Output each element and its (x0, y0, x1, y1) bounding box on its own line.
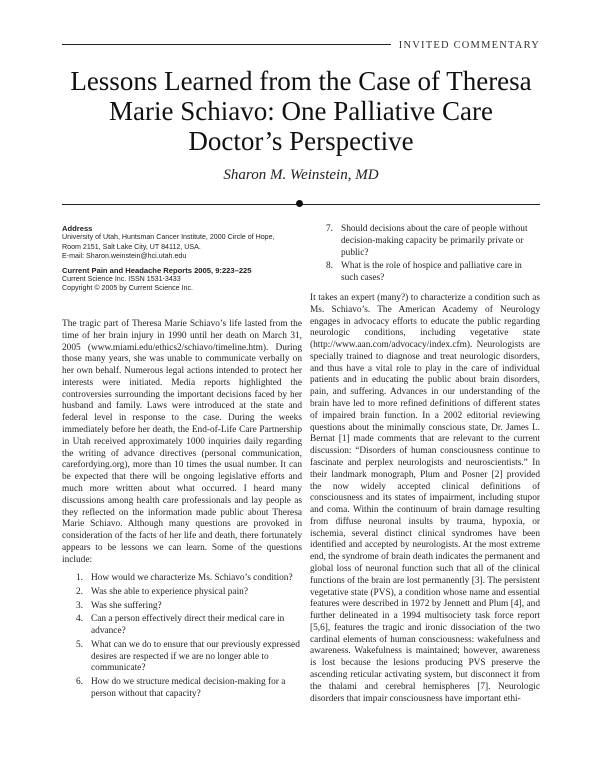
list-item: 1. How would we characterize Ms. Schiavo’s condition? (76, 573, 293, 583)
list-item: 2. Was she able to experience physical pain? (76, 586, 248, 597)
section-kicker: INVITED COMMENTARY (391, 40, 540, 51)
copyright-line: Copyright © 2005 by Current Science Inc. (62, 284, 194, 293)
email-line: E-mail: Sharon.weinstein@hci.utah.edu (62, 252, 187, 261)
list-item: 4. Can a person effectively direct their medical care in advance? (76, 614, 285, 637)
article-metadata (62, 224, 302, 294)
left-column (62, 319, 302, 566)
body-paragraph: It takes an expert (many?) to characterize a condition such as Ms. Schiavo’s. The American Academy of Neurology engages in advocacy efforts to educate the public regarding neurologic conditions, including vegetative state (http://www.aan.com/advocacy/index.cfm). Neurologists are specially trained to diagnose and treat neurologic disorders, and thus have a vital role to play in the care of individual patients and in educating the public about brain disorders, pain, and suffering. Advances in our understanding of the brain have led to more refined definitions of different states of impaired brain function. In a 2002 editorial reviewing questions about the minimally conscious state, Dr. James L. Bernat [1] made comments that are relevant to the current discussion: “Disorders of human consciousness continue to fascinate and perplex neurologists and neuroscientists.” In their landmark monograph, Plum and Posner [2] provided the now widely accepted clinical definitions of consciousness and its states of impairment, including stupor and coma. Within the continuum of brain damage resulting from diffuse neuronal insults by trauma, hypoxia, or ischemia, several distinct clinical syndromes have been identified and accepted by neurologists. At the most extreme end, the syndrome of brain death indicates the permanent and global loss of neuronal function such that all of the clinical functions of the brain are lost permanently [3]. The persistent vegetative state (PVS), a condition whose name and essential features were described in 1972 by Jennett and Plum [4], and further delineated in a 1994 multisociety task force report [5,6], features the tragic and ironic dissociation of the two cardinal elements of human consciousness: wakefulness and awareness. Wakefulness is maintained; however, awareness is lost because the lesions producing PVS preserve the ascending reticular activating system, but disconnect it from the thalami and cerebral hemispheres [7]. Neurologic disorders that impair consciousness have important ethi- (310, 293, 540, 704)
list-item: 3. Was she suffering? (76, 600, 162, 611)
article-title: Lessons Learned from the Case of Theresa Marie Schiavo: One Palliative Care Doctor’s Perspective (70, 66, 532, 156)
right-column (310, 293, 540, 705)
article-author: Sharon M. Weinstein, MD (223, 167, 379, 183)
address-line: Room 2151, Salt Lake City, UT 84112, USA. (62, 242, 201, 251)
address-line: University of Utah, Huntsman Cancer Institute, 2000 Circle of Hope, (62, 233, 275, 242)
list-item: 5. What can we do to ensure that our previously expressed desires are respected if we are no longer able to communicate? (76, 639, 300, 674)
divider-dot (296, 200, 303, 207)
address-heading: Address (62, 224, 93, 233)
question-list-left (76, 573, 302, 703)
publisher-line: Current Science Inc. ISSN 1531-3433 (62, 275, 181, 284)
intro-paragraph: The tragic part of Theresa Marie Schiavo’s life lasted from the time of her brain injury in 1990 until her death on March 31, 2005 (www.miami.edu/ethics2/schiavo/timeline.htm). During those many years, she was unable to communicate verbally on her own behalf. Numerous legal actions intended to protect her interests were initiated. Media reports highlighted the controversies surrounding the important decisions faced by her husband and family. Laws were introduced at the state and federal level in response to the case. During the weeks immediately before her death, the End-of-Life Care Partnership in Utah received approximately 1000 inquiries daily regarding the writing of advance directives (personal communication, carefordying.org), more than 10 times the usual number. It can be expected that there will be ongoing legislative efforts and much more written about what occurred. I heard many discussions among health care professionals and lay people as they reflected on the information made public about Theresa Marie Schiavo. Although many questions are provoked in consideration of the facts of her life and death, there fortunately appears to be lessons we can learn. Some of the questions include: (62, 319, 302, 565)
journal-citation: Current Pain and Headache Reports 2005, 9:223–225 (62, 265, 252, 275)
list-item: 7. Should decisions about the care of people without decision-making capacity be primarily private or public? (326, 224, 528, 258)
list-item: 6. How do we structure medical decision-making for a person without that capacity? (76, 677, 286, 700)
question-list-right (326, 224, 540, 287)
list-item: 8. What is the role of hospice and palliative care in such cases? (326, 261, 522, 284)
